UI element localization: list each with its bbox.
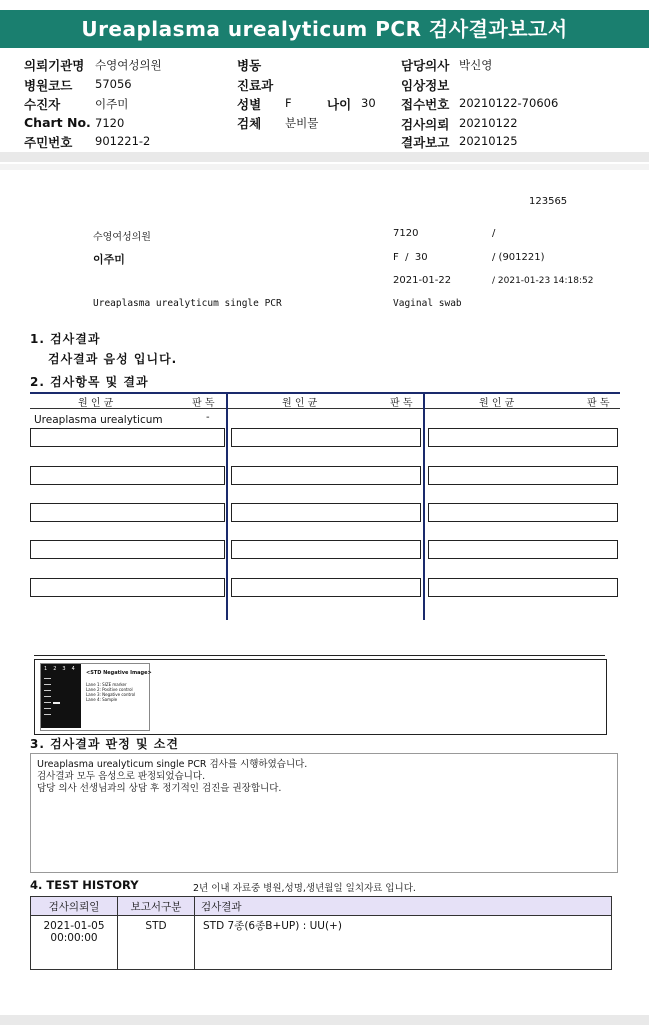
specimen-label: 검체 (237, 116, 262, 131)
age-label: 나이 (327, 97, 352, 112)
item-name: Ureaplasma urealyticum (34, 414, 163, 426)
section4-heading: 4. TEST HISTORY (30, 878, 139, 892)
doctor-value: 박신영 (459, 58, 493, 72)
history-table (30, 896, 612, 970)
lane-number: 2 (53, 666, 63, 672)
gel-band (44, 696, 51, 697)
report-title: Ureaplasma urealyticum PCR 검사결과보고서 (0, 10, 649, 48)
history-col-report-type: 보고서구분 (118, 897, 195, 916)
summary-request-date: 2021-01-22 (393, 275, 452, 286)
clinical-info-label: 임상정보 (401, 78, 450, 93)
gel-image-title: <STD Negative Image> (86, 670, 152, 676)
summary-sex-age: F / 30 (393, 252, 428, 263)
comment-text (37, 759, 307, 795)
result-cell (428, 428, 618, 447)
history-date: 2021-01-05 (43, 920, 105, 932)
section3-heading: 3. 검사결과 판정 및 소견 (30, 737, 179, 751)
age-value: 30 (361, 96, 376, 110)
patient-label: 수진자 (24, 97, 61, 112)
resident-no-label: 주민번호 (24, 135, 73, 150)
chart-no-value: 7120 (95, 116, 125, 130)
hospital-code-label: 병원코드 (24, 78, 73, 93)
comment-line: 검사결과 모두 음성으로 판정되었습니다. (37, 771, 206, 782)
result-cell (30, 428, 225, 447)
sex-label: 성별 (237, 97, 262, 112)
result-cell (30, 466, 225, 485)
col-pathogen-1: 원 인 균 (78, 398, 114, 409)
result-cell (231, 428, 421, 447)
hospital-code-value: 57056 (95, 77, 132, 91)
history-col-result: 검사결과 (195, 897, 612, 916)
summary-patient: 이주미 (93, 253, 125, 266)
sex-value: F (285, 96, 292, 110)
grid-divider-2 (423, 392, 425, 620)
result-cell (428, 578, 618, 597)
gel-legend-item: Lane 2: Positive control (86, 687, 133, 692)
receipt-no-value: 20210122-70606 (459, 96, 559, 110)
gel-band (44, 690, 51, 691)
gel-band (44, 708, 51, 709)
col-result-1: 판 독 (192, 398, 215, 409)
result-cell (231, 503, 421, 522)
lane-number: 1 (44, 666, 54, 672)
receipt-no-label: 접수번호 (401, 97, 450, 112)
results-grid-header (30, 392, 620, 409)
lane-number: 3 (62, 666, 72, 672)
result-cell (231, 578, 421, 597)
summary-slash: / (492, 228, 496, 239)
gel-band (44, 702, 51, 703)
summary-id: 123565 (529, 196, 568, 207)
summary-report-datetime: / 2021-01-23 14:18:52 (492, 276, 594, 286)
report-date-label: 결과보고 (401, 135, 450, 150)
summary-specimen: Vaginal swab (393, 298, 462, 309)
request-date-value: 20210122 (459, 116, 518, 130)
ward-label: 병동 (237, 58, 262, 73)
doctor-label: 담당의사 (401, 58, 450, 73)
gel-band (44, 684, 51, 685)
item-result: - (206, 412, 210, 423)
result-cell (428, 540, 618, 559)
gel-band (44, 678, 51, 679)
report-date-value: 20210125 (459, 134, 518, 148)
result-cell (30, 540, 225, 559)
col-pathogen-3: 원 인 균 (479, 398, 515, 409)
page-gap (0, 164, 649, 170)
section1-result: 검사결과 음성 입니다. (48, 352, 178, 366)
summary-birth: / (901221) (492, 252, 545, 263)
institution-label: 의뢰기관명 (24, 58, 85, 73)
col-pathogen-2: 원 인 균 (282, 398, 318, 409)
history-col-request-date: 검사의뢰일 (31, 897, 118, 916)
request-date-label: 검사의뢰 (401, 117, 450, 132)
summary-test-name: Ureaplasma urealyticum single PCR (93, 298, 282, 309)
col-result-2: 판 독 (390, 398, 413, 409)
chart-no-label: Chart No. (24, 115, 91, 130)
history-row (31, 916, 612, 970)
gel-legend-item: Lane 1: SIZE marker (86, 682, 127, 687)
result-cell (30, 503, 225, 522)
specimen-value: 분비물 (285, 116, 319, 130)
grid-divider-1 (226, 392, 228, 620)
gel-band (53, 702, 60, 704)
history-type: STD (118, 916, 195, 970)
gel-legend (86, 682, 135, 702)
result-cell (231, 540, 421, 559)
history-result: STD 7종(6종B+UP) : UU(+) (195, 916, 612, 970)
comment-line: Ureaplasma urealyticum single PCR 검사를 시행하였습니다. (37, 759, 308, 770)
image-panel-rule (34, 655, 605, 656)
comment-line: 담당 의사 선생님과의 상담 후 정기적인 검진을 권장합니다. (37, 783, 282, 794)
history-time: 00:00:00 (50, 932, 98, 944)
result-cell (428, 503, 618, 522)
gel-band (44, 714, 51, 715)
summary-institution: 수영여성의원 (93, 232, 151, 243)
section1-heading: 1. 검사결과 (30, 332, 101, 346)
result-cell (428, 466, 618, 485)
patient-value: 이주미 (95, 97, 129, 111)
gel-legend-item: Lane 4: Sample (86, 697, 118, 702)
history-date-cell (31, 916, 118, 970)
section4-note: 2년 이내 자료중 병원,성명,생년월일 일치자료 입니다. (193, 883, 416, 894)
gel-electrophoresis-image (41, 664, 81, 728)
bottom-bar (0, 1015, 649, 1025)
result-cell (30, 578, 225, 597)
gel-legend-item: Lane 3: Negative control (86, 692, 136, 697)
department-label: 진료과 (237, 78, 274, 93)
result-cell (231, 466, 421, 485)
header-divider (0, 152, 649, 162)
col-result-3: 판 독 (587, 398, 610, 409)
summary-chart-no: 7120 (393, 228, 419, 239)
lane-number: 4 (71, 666, 81, 672)
resident-no-value: 901221-2 (95, 134, 151, 148)
institution-value: 수영여성의원 (95, 58, 162, 72)
section2-heading: 2. 검사항목 및 결과 (30, 375, 149, 389)
